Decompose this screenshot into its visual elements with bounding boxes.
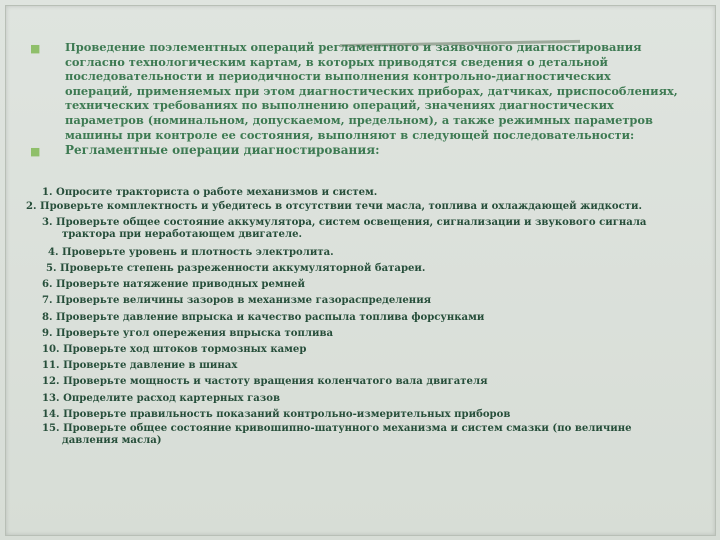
- list-item: 5. Проверьте степень разреженности аккумуляторной батареи.: [46, 262, 426, 274]
- list-item: 2. Проверьте комплектность и убедитесь в отсутствии течи масла, топлива и охлаждающей жидкости.: [26, 201, 642, 213]
- list-item: 6. Проверьте натяжение приводных ремней: [42, 279, 305, 291]
- bullet-reglament: [30, 143, 678, 158]
- operations-list: [26, 185, 672, 451]
- list-item: 9. Проверьте угол опережения впрыска топлива: [42, 327, 333, 339]
- list-item: 13. Определите расход картерных газов: [42, 392, 280, 404]
- list-item: 15. Проверьте общее состояние кривошипно-шатунного механизма и систем смазки (по величине давления масла): [42, 422, 632, 447]
- square-bullet-icon: ■: [30, 145, 41, 159]
- list-item: 11. Проверьте давление в шинах: [42, 360, 238, 372]
- list-item: 8. Проверьте давление впрыска и качество распыла топлива форсунками: [42, 311, 485, 323]
- square-bullet-icon: ■: [30, 42, 41, 55]
- list-item: 12. Проверьте мощность и частоту вращения коленчатого вала двигателя: [42, 376, 488, 388]
- list-item: 14. Проверьте правильность показаний контрольно-измерительных приборов: [42, 408, 511, 420]
- list-item: 4. Проверьте уровень и плотность электролита.: [48, 246, 334, 258]
- list-item: 7. Проверьте величины зазоров в механизме газораспределения: [42, 295, 432, 307]
- bullet-procedure-text: Проведение поэлементных операций регламентного и заявочного диагностирования согласно технологическим картам, в которых приводятся сведения о детальной последовательности и периодичности выполнения контрольно-диагностических операций, применяемых при этом диагностических приборах, датчиках, приспособлениях, технических требованиях по выполнению операций, значениях диагностических параметров (номинальном, допускаемом, предельном), а также режимных параметров машины при контроле ее состояния, выполняют в следующей последовательности:: [65, 40, 678, 142]
- list-item: 3. Проверьте общее состояние аккумулятора, систем освещения, сигнализации и звукового сигнала трактора при неработающем двигателе.: [42, 216, 647, 241]
- list-item: 1. Опросите тракториста о работе механизмов и систем.: [42, 187, 378, 198]
- bullet-procedure: [30, 40, 678, 142]
- bullet-reglament-text: Регламентные операции диагностирования:: [65, 143, 380, 158]
- bullet-block: [30, 40, 678, 158]
- list-item: 10. Проверьте ход штоков тормозных камер: [42, 343, 307, 355]
